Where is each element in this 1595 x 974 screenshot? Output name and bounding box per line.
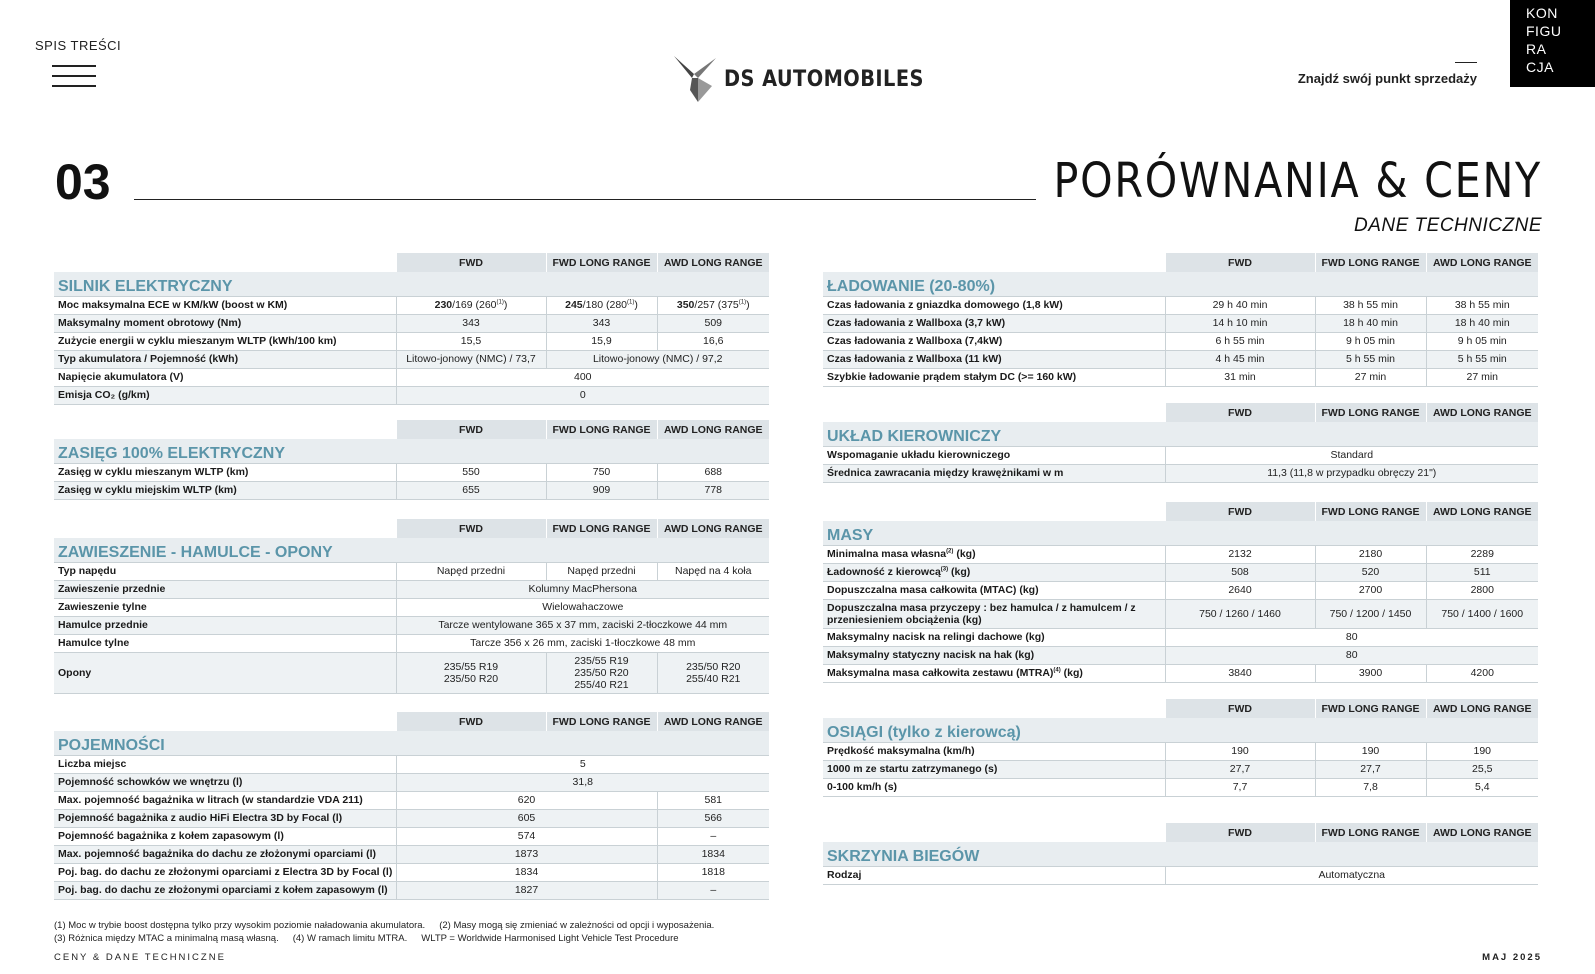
cell: 5 bbox=[396, 755, 769, 773]
row-label: Max. pojemność bagażnika w litrach (w standardzie VDA 211) bbox=[54, 791, 396, 809]
cell: 0 bbox=[396, 386, 769, 404]
title-divider bbox=[134, 199, 1036, 200]
cell: 18 h 40 min bbox=[1426, 314, 1538, 332]
cell: 235/50 R20 255/40 R21 bbox=[657, 652, 769, 693]
cell: 3900 bbox=[1315, 664, 1426, 682]
table-row bbox=[54, 791, 769, 809]
cell: 7,8 bbox=[1315, 778, 1426, 796]
find-dealer-label: Znajdź swój punkt sprzedaży bbox=[1297, 71, 1477, 86]
cell: 550 bbox=[396, 463, 546, 481]
cell: 31,8 bbox=[396, 773, 769, 791]
cell: 688 bbox=[657, 463, 769, 481]
brand-logo[interactable] bbox=[672, 54, 951, 104]
row-label: Liczba miejsc bbox=[54, 755, 396, 773]
column-header-row bbox=[823, 502, 1538, 521]
footnote-2: (2) Masy mogą się zmieniać w zależności od opcji i wyposażenia. bbox=[439, 920, 715, 931]
row-label: Opony bbox=[54, 652, 396, 693]
cell: 9 h 05 min bbox=[1315, 332, 1426, 350]
col-fwd-long-range: FWD LONG RANGE bbox=[1315, 253, 1426, 272]
table-row bbox=[54, 481, 769, 499]
table-row bbox=[54, 616, 769, 634]
row-label: Wspomaganie układu kierowniczego bbox=[823, 446, 1165, 464]
range-table bbox=[54, 420, 769, 500]
table-row bbox=[823, 646, 1538, 664]
footnote-wltp: WLTP = Worldwide Harmonised Light Vehicle Test Procedure bbox=[421, 933, 679, 944]
table-of-contents-menu[interactable] bbox=[35, 38, 125, 95]
cell: 750 / 1400 / 1600 bbox=[1426, 599, 1538, 628]
col-awd-long-range: AWD LONG RANGE bbox=[657, 253, 769, 272]
table-row bbox=[54, 863, 769, 881]
column-header-row bbox=[54, 420, 769, 439]
cell: 509 bbox=[657, 314, 769, 332]
table-row bbox=[823, 446, 1538, 464]
cell: Tarcze 356 x 26 mm, zaciski 1-tłoczkowe 48 mm bbox=[396, 634, 769, 652]
section-number: 03 bbox=[55, 154, 111, 210]
row-label: Poj. bag. do dachu ze złożonymi oparciami z kołem zapasowym (l) bbox=[54, 881, 396, 899]
engine-table bbox=[54, 253, 769, 405]
row-label: Rodzaj bbox=[823, 866, 1165, 884]
cell: – bbox=[657, 827, 769, 845]
table-row bbox=[823, 464, 1538, 482]
table-row bbox=[54, 580, 769, 598]
cell: 400 bbox=[396, 368, 769, 386]
table-row bbox=[823, 368, 1538, 386]
cell: 5,4 bbox=[1426, 778, 1538, 796]
table-row bbox=[54, 332, 769, 350]
performance-table bbox=[823, 699, 1538, 797]
table-row bbox=[54, 296, 769, 314]
table-row bbox=[54, 598, 769, 616]
column-header-row bbox=[54, 519, 769, 538]
column-header-row bbox=[823, 253, 1538, 272]
row-label: Emisja CO₂ (g/km) bbox=[54, 386, 396, 404]
section-title: MASY bbox=[823, 521, 1538, 545]
row-label: Hamulce tylne bbox=[54, 634, 396, 652]
menu-label: SPIS TREŚCI bbox=[35, 38, 122, 53]
col-awd-long-range: AWD LONG RANGE bbox=[1426, 823, 1538, 842]
cell: 245/180 (280$^{(1)}$) bbox=[546, 296, 657, 314]
col-awd-long-range: AWD LONG RANGE bbox=[1426, 699, 1538, 718]
configurator-button[interactable] bbox=[1510, 0, 1595, 87]
capacity-table bbox=[54, 712, 769, 900]
cell: 27,7 bbox=[1165, 760, 1315, 778]
table-row bbox=[823, 563, 1538, 581]
row-label: Poj. bag. do dachu ze złożonymi oparciami z Electra 3D by Focal (l) bbox=[54, 863, 396, 881]
cell: 2640 bbox=[1165, 581, 1315, 599]
cell: 343 bbox=[396, 314, 546, 332]
row-label: Czas ładowania z Wallboxa (3,7 kW) bbox=[823, 314, 1165, 332]
table-row bbox=[823, 742, 1538, 760]
row-label: Hamulce przednie bbox=[54, 616, 396, 634]
cell: 4200 bbox=[1426, 664, 1538, 682]
cell: 750 bbox=[546, 463, 657, 481]
cell: 230/169 (260$^{(1)}$) bbox=[396, 296, 546, 314]
table-row bbox=[823, 760, 1538, 778]
column-header-row bbox=[823, 699, 1538, 718]
col-fwd-long-range: FWD LONG RANGE bbox=[546, 712, 657, 731]
section-title: SKRZYNIA BIEGÓW bbox=[823, 842, 1538, 866]
cell: 1873 bbox=[396, 845, 657, 863]
divider bbox=[1455, 62, 1477, 63]
cell: Automatyczna bbox=[1165, 866, 1538, 884]
cell: Kolumny MacPhersona bbox=[396, 580, 769, 598]
cell: 15,9 bbox=[546, 332, 657, 350]
table-row bbox=[823, 628, 1538, 646]
row-label: Szybkie ładowanie prądem stałym DC (>= 160 kW) bbox=[823, 368, 1165, 386]
footer-section-name: CENY & DANE TECHNICZNE bbox=[54, 952, 226, 963]
cell: 750 / 1200 / 1450 bbox=[1315, 599, 1426, 628]
cell: 2289 bbox=[1426, 545, 1538, 563]
col-fwd-long-range: FWD LONG RANGE bbox=[1315, 502, 1426, 521]
row-label: Maksymalna masa całkowita zestawu (MTRA)$^{(4)}$ (kg) bbox=[823, 664, 1165, 682]
col-fwd-long-range: FWD LONG RANGE bbox=[1315, 403, 1426, 422]
cell: Napęd przedni bbox=[396, 562, 546, 580]
col-fwd: FWD bbox=[1165, 823, 1315, 842]
table-row bbox=[823, 296, 1538, 314]
column-header-row bbox=[54, 253, 769, 272]
table-row bbox=[54, 314, 769, 332]
col-fwd: FWD bbox=[1165, 403, 1315, 422]
cell: 27,7 bbox=[1315, 760, 1426, 778]
table-row bbox=[54, 386, 769, 404]
col-fwd: FWD bbox=[396, 519, 546, 538]
mass-table bbox=[823, 502, 1538, 683]
table-row bbox=[54, 773, 769, 791]
row-label: Minimalna masa własna$^{(2)}$ (kg) bbox=[823, 545, 1165, 563]
cell: Napęd przedni bbox=[546, 562, 657, 580]
cell: Napęd na 4 koła bbox=[657, 562, 769, 580]
row-label: Czas ładowania z Wallboxa (7,4kW) bbox=[823, 332, 1165, 350]
cell: 15,5 bbox=[396, 332, 546, 350]
col-fwd: FWD bbox=[396, 253, 546, 272]
cell: 16,6 bbox=[657, 332, 769, 350]
col-fwd-long-range: FWD LONG RANGE bbox=[546, 420, 657, 439]
col-awd-long-range: AWD LONG RANGE bbox=[657, 712, 769, 731]
cell: 38 h 55 min bbox=[1426, 296, 1538, 314]
row-label: Typ akumulatora / Pojemność (kWh) bbox=[54, 350, 396, 368]
cell: 6 h 55 min bbox=[1165, 332, 1315, 350]
row-label: Ładowność z kierowcą$^{(3)}$ (kg) bbox=[823, 563, 1165, 581]
section-title: SILNIK ELEKTRYCZNY bbox=[54, 272, 769, 296]
table-row bbox=[54, 827, 769, 845]
cell: 31 min bbox=[1165, 368, 1315, 386]
steering-table bbox=[823, 403, 1538, 483]
cell: 581 bbox=[657, 791, 769, 809]
config-line-4: CJA bbox=[1526, 59, 1554, 75]
table-row bbox=[823, 314, 1538, 332]
charging-table bbox=[823, 253, 1538, 387]
table-row bbox=[54, 562, 769, 580]
table-row bbox=[823, 545, 1538, 563]
table-row bbox=[823, 866, 1538, 884]
cell: 574 bbox=[396, 827, 657, 845]
cell: Standard bbox=[1165, 446, 1538, 464]
table-row bbox=[823, 599, 1538, 628]
col-fwd: FWD bbox=[1165, 253, 1315, 272]
cell: 750 / 1260 / 1460 bbox=[1165, 599, 1315, 628]
col-fwd: FWD bbox=[396, 420, 546, 439]
cell: Wielowahaczowe bbox=[396, 598, 769, 616]
row-label: Dopuszczalna masa przyczepy : bez hamulca / z hamulcem / z przeniesieniem obciążenia (kg) bbox=[823, 599, 1165, 628]
section-title: ŁADOWANIE (20-80%) bbox=[823, 272, 1538, 296]
config-line-1: KON bbox=[1526, 5, 1558, 21]
col-fwd: FWD bbox=[396, 712, 546, 731]
cell: 909 bbox=[546, 481, 657, 499]
cell: Tarcze wentylowane 365 x 37 mm, zaciski 2-tłoczkowe 44 mm bbox=[396, 616, 769, 634]
cell: 2132 bbox=[1165, 545, 1315, 563]
table-row bbox=[823, 778, 1538, 796]
col-fwd: FWD bbox=[1165, 502, 1315, 521]
row-label: Średnica zawracania między krawężnikami w m bbox=[823, 464, 1165, 482]
cell: 350/257 (375$^{(1)}$) bbox=[657, 296, 769, 314]
brand-name: DS AUTOMOBILES bbox=[724, 66, 924, 92]
cell: 7,7 bbox=[1165, 778, 1315, 796]
table-row bbox=[823, 332, 1538, 350]
table-row bbox=[54, 652, 769, 693]
cell: 1818 bbox=[657, 863, 769, 881]
cell: 1834 bbox=[657, 845, 769, 863]
config-line-3: RA bbox=[1526, 41, 1547, 57]
section-title: ZAWIESZENIE - HAMULCE - OPONY bbox=[54, 538, 769, 562]
row-label: Zasięg w cyklu mieszanym WLTP (km) bbox=[54, 463, 396, 481]
cell: 190 bbox=[1426, 742, 1538, 760]
table-row bbox=[823, 581, 1538, 599]
row-label: Napięcie akumulatora (V) bbox=[54, 368, 396, 386]
cell: 520 bbox=[1315, 563, 1426, 581]
page-title: PORÓWNANIA & CENY bbox=[1053, 153, 1542, 209]
page-subtitle: DANE TECHNICZNE bbox=[1353, 215, 1542, 236]
cell: 5 h 55 min bbox=[1315, 350, 1426, 368]
row-label: Zużycie energii w cyklu mieszanym WLTP (kWh/100 km) bbox=[54, 332, 396, 350]
config-line-2: FIGU bbox=[1526, 23, 1562, 39]
gearbox-table bbox=[823, 823, 1538, 885]
row-label: 0-100 km/h (s) bbox=[823, 778, 1165, 796]
cell: 655 bbox=[396, 481, 546, 499]
row-label: Moc maksymalna ECE w KM/kW (boost w KM) bbox=[54, 296, 396, 314]
cell: 1834 bbox=[396, 863, 657, 881]
footer-date: MAJ 2025 bbox=[1482, 952, 1542, 963]
cell: 80 bbox=[1165, 628, 1538, 646]
find-dealer-link[interactable] bbox=[1298, 62, 1477, 86]
row-label: 1000 m ze startu zatrzymanego (s) bbox=[823, 760, 1165, 778]
cell: 18 h 40 min bbox=[1315, 314, 1426, 332]
col-awd-long-range: AWD LONG RANGE bbox=[657, 420, 769, 439]
cell: 14 h 10 min bbox=[1165, 314, 1315, 332]
cell: 235/55 R19 235/50 R20 bbox=[396, 652, 546, 693]
cell: Litowo-jonowy (NMC) / 97,2 bbox=[546, 350, 769, 368]
table-row bbox=[823, 350, 1538, 368]
cell: 620 bbox=[396, 791, 657, 809]
table-row bbox=[54, 634, 769, 652]
col-fwd-long-range: FWD LONG RANGE bbox=[1315, 699, 1426, 718]
col-fwd: FWD bbox=[1165, 699, 1315, 718]
section-title: OSIĄGI (tylko z kierowcą) bbox=[823, 718, 1538, 742]
cell: 235/55 R19 235/50 R20 255/40 R21 bbox=[546, 652, 657, 693]
cell: 3840 bbox=[1165, 664, 1315, 682]
table-row bbox=[823, 664, 1538, 682]
cell: 5 h 55 min bbox=[1426, 350, 1538, 368]
row-label: Pojemność bagażnika z kołem zapasowym (l) bbox=[54, 827, 396, 845]
row-label: Maksymalny statyczny nacisk na hak (kg) bbox=[823, 646, 1165, 664]
row-label: Zawieszenie przednie bbox=[54, 580, 396, 598]
row-label: Pojemność schowków we wnętrzu (l) bbox=[54, 773, 396, 791]
footnote-4: (4) W ramach limitu MTRA. bbox=[292, 933, 408, 944]
col-awd-long-range: AWD LONG RANGE bbox=[657, 519, 769, 538]
table-row bbox=[54, 809, 769, 827]
table-row bbox=[54, 755, 769, 773]
col-awd-long-range: AWD LONG RANGE bbox=[1426, 253, 1538, 272]
cell: 11,3 (11,8 w przypadku obręczy 21") bbox=[1165, 464, 1538, 482]
col-fwd-long-range: FWD LONG RANGE bbox=[546, 253, 657, 272]
row-label: Czas ładowania z Wallboxa (11 kW) bbox=[823, 350, 1165, 368]
cell: Litowo-jonowy (NMC) / 73,7 bbox=[396, 350, 546, 368]
cell: 2180 bbox=[1315, 545, 1426, 563]
cell: 566 bbox=[657, 809, 769, 827]
footnote-1: (1) Moc w trybie boost dostępna tylko przy wysokim poziomie naładowania akumulatora. bbox=[54, 920, 426, 931]
row-label: Zasięg w cyklu miejskim WLTP (km) bbox=[54, 481, 396, 499]
row-label: Prędkość maksymalna (km/h) bbox=[823, 742, 1165, 760]
cell: 605 bbox=[396, 809, 657, 827]
row-label: Pojemność bagażnika z audio HiFi Electra 3D by Focal (l) bbox=[54, 809, 396, 827]
col-fwd-long-range: FWD LONG RANGE bbox=[1315, 823, 1426, 842]
cell: 2700 bbox=[1315, 581, 1426, 599]
cell: 27 min bbox=[1315, 368, 1426, 386]
col-awd-long-range: AWD LONG RANGE bbox=[1426, 502, 1538, 521]
row-label: Czas ładowania z gniazdka domowego (1,8 kW) bbox=[823, 296, 1165, 314]
row-label: Maksymalny moment obrotowy (Nm) bbox=[54, 314, 396, 332]
hamburger-icon[interactable] bbox=[52, 65, 96, 87]
row-label: Typ napędu bbox=[54, 562, 396, 580]
cell: 29 h 40 min bbox=[1165, 296, 1315, 314]
cell: 1827 bbox=[396, 881, 657, 899]
cell: 508 bbox=[1165, 563, 1315, 581]
column-header-row bbox=[54, 712, 769, 731]
cell: 511 bbox=[1426, 563, 1538, 581]
row-label: Zawieszenie tylne bbox=[54, 598, 396, 616]
cell: 190 bbox=[1315, 742, 1426, 760]
cell: 2800 bbox=[1426, 581, 1538, 599]
cell: 25,5 bbox=[1426, 760, 1538, 778]
table-row bbox=[54, 845, 769, 863]
cell: – bbox=[657, 881, 769, 899]
cell: 80 bbox=[1165, 646, 1538, 664]
cell: 343 bbox=[546, 314, 657, 332]
row-label: Maksymalny nacisk na relingi dachowe (kg) bbox=[823, 628, 1165, 646]
table-row bbox=[54, 350, 769, 368]
col-awd-long-range: AWD LONG RANGE bbox=[1426, 403, 1538, 422]
table-row bbox=[54, 881, 769, 899]
cell: 190 bbox=[1165, 742, 1315, 760]
section-title: UKŁAD KIEROWNICZY bbox=[823, 422, 1538, 446]
cell: 4 h 45 min bbox=[1165, 350, 1315, 368]
row-label: Max. pojemność bagażnika do dachu ze złożonymi oparciami (l) bbox=[54, 845, 396, 863]
column-header-row bbox=[823, 403, 1538, 422]
section-title: POJEMNOŚCI bbox=[54, 731, 769, 755]
row-label: Dopuszczalna masa całkowita (MTAC) (kg) bbox=[823, 581, 1165, 599]
cell: 27 min bbox=[1426, 368, 1538, 386]
table-row bbox=[54, 368, 769, 386]
section-title: ZASIĘG 100% ELEKTRYCZNY bbox=[54, 439, 769, 463]
table-row bbox=[54, 463, 769, 481]
suspension-table bbox=[54, 519, 769, 694]
cell: 38 h 55 min bbox=[1315, 296, 1426, 314]
ds-logo-icon bbox=[672, 54, 718, 104]
cell: 778 bbox=[657, 481, 769, 499]
footnote-3: (3) Różnica między MTAC a minimalną masą własną. bbox=[54, 933, 279, 944]
cell: 9 h 05 min bbox=[1426, 332, 1538, 350]
column-header-row bbox=[823, 823, 1538, 842]
col-fwd-long-range: FWD LONG RANGE bbox=[546, 519, 657, 538]
footnotes bbox=[54, 919, 794, 945]
